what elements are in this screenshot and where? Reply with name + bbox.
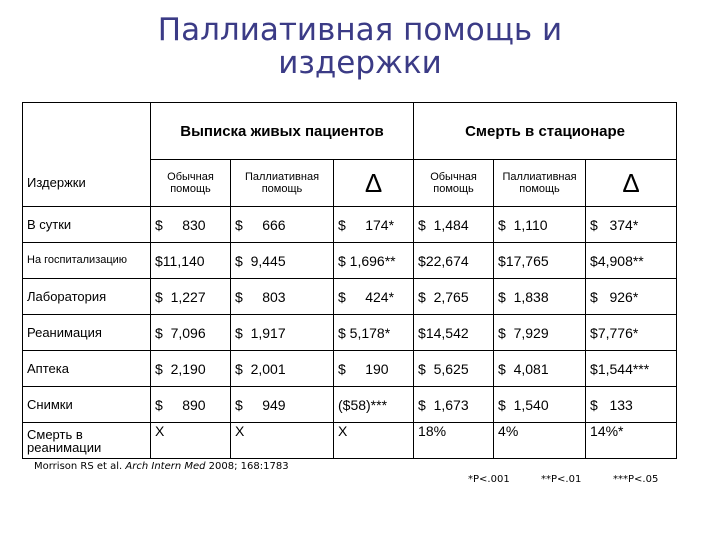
table-cell: $ 174* [334, 207, 414, 243]
citation-journal: Arch Intern Med [125, 461, 206, 472]
footnote-p001: *P<.001 [468, 474, 510, 485]
header-group-died: Смерть в стационаре [414, 103, 677, 160]
table-row [23, 207, 677, 243]
table-cell: $ 9,445 [231, 243, 334, 279]
table-cell: $ 949 [231, 387, 334, 423]
table-cell: $ 7,929 [494, 315, 586, 351]
table-cell: $17,765 [494, 243, 586, 279]
header-usual-care-2: Обычная помощь [414, 160, 494, 207]
table-cell: $ 2,001 [231, 351, 334, 387]
citation [34, 461, 289, 472]
table-cell: $ 666 [231, 207, 334, 243]
header-palliative-care-2: Паллиативная помощь [494, 160, 586, 207]
table-cell: $ 133 [586, 387, 677, 423]
row-label: На госпитализацию [23, 243, 151, 279]
table-row [23, 243, 677, 279]
citation-details: 2008; 168:1783 [205, 461, 289, 472]
footnote-p01: **P<.01 [541, 474, 582, 485]
row-label: Смерть в реанимации [23, 423, 151, 459]
table-cell: $ 1,838 [494, 279, 586, 315]
table-cell: $4,908** [586, 243, 677, 279]
table-cell: $ 1,110 [494, 207, 586, 243]
header-empty-cell [23, 103, 151, 160]
table-cell: $ 1,227 [151, 279, 231, 315]
table-cell: $ 424* [334, 279, 414, 315]
row-label: Реанимация [23, 315, 151, 351]
table-cell: X [231, 423, 334, 459]
citation-authors: Morrison RS et al. [34, 461, 126, 472]
table-cell: $ 1,484 [414, 207, 494, 243]
row-label: Лаборатория [23, 279, 151, 315]
header-group-discharged: Выписка живых пациентов [151, 103, 414, 160]
table-row [23, 423, 677, 459]
table-header-group-row [23, 103, 677, 160]
table-cell: X [334, 423, 414, 459]
table-cell: ($58)*** [334, 387, 414, 423]
table-cell: $ 5,625 [414, 351, 494, 387]
table-row [23, 315, 677, 351]
table-cell: $ 1,540 [494, 387, 586, 423]
table-cell: $ 890 [151, 387, 231, 423]
table-cell: $ 2,765 [414, 279, 494, 315]
table-cell: $ 5,178* [334, 315, 414, 351]
table-cell: 4% [494, 423, 586, 459]
table-row [23, 279, 677, 315]
table-cell: $ 926* [586, 279, 677, 315]
table-cell: $22,674 [414, 243, 494, 279]
table-row [23, 387, 677, 423]
header-costs-label: Издержки [23, 160, 151, 207]
header-usual-care-1: Обычная помощь [151, 160, 231, 207]
row-label: В сутки [23, 207, 151, 243]
table-cell: $14,542 [414, 315, 494, 351]
table-cell: $ 7,096 [151, 315, 231, 351]
row-label: Аптека [23, 351, 151, 387]
table-cell: $11,140 [151, 243, 231, 279]
table-header-sub-row [23, 160, 677, 207]
table-row [23, 351, 677, 387]
header-delta-1: Δ [334, 160, 414, 207]
slide-title: Паллиативная помощь и издержки [157, 12, 563, 81]
header-palliative-care-1: Паллиативная помощь [231, 160, 334, 207]
header-delta-2: Δ [586, 160, 677, 207]
table-cell: $ 803 [231, 279, 334, 315]
table-cell: 14%* [586, 423, 677, 459]
table-cell: $ 1,696** [334, 243, 414, 279]
table-cell: $7,776* [586, 315, 677, 351]
table-cell: $ 830 [151, 207, 231, 243]
row-label: Снимки [23, 387, 151, 423]
table-cell: $ 1,917 [231, 315, 334, 351]
table-cell: $ 4,081 [494, 351, 586, 387]
footnote-p05: ***P<.05 [613, 474, 659, 485]
table-cell: X [151, 423, 231, 459]
table-cell: 18% [414, 423, 494, 459]
table-cell: $1,544*** [586, 351, 677, 387]
table-cell: $ 374* [586, 207, 677, 243]
cost-table [22, 102, 677, 459]
table-cell: $ 2,190 [151, 351, 231, 387]
table-cell: $ 1,673 [414, 387, 494, 423]
table-cell: $ 190 [334, 351, 414, 387]
